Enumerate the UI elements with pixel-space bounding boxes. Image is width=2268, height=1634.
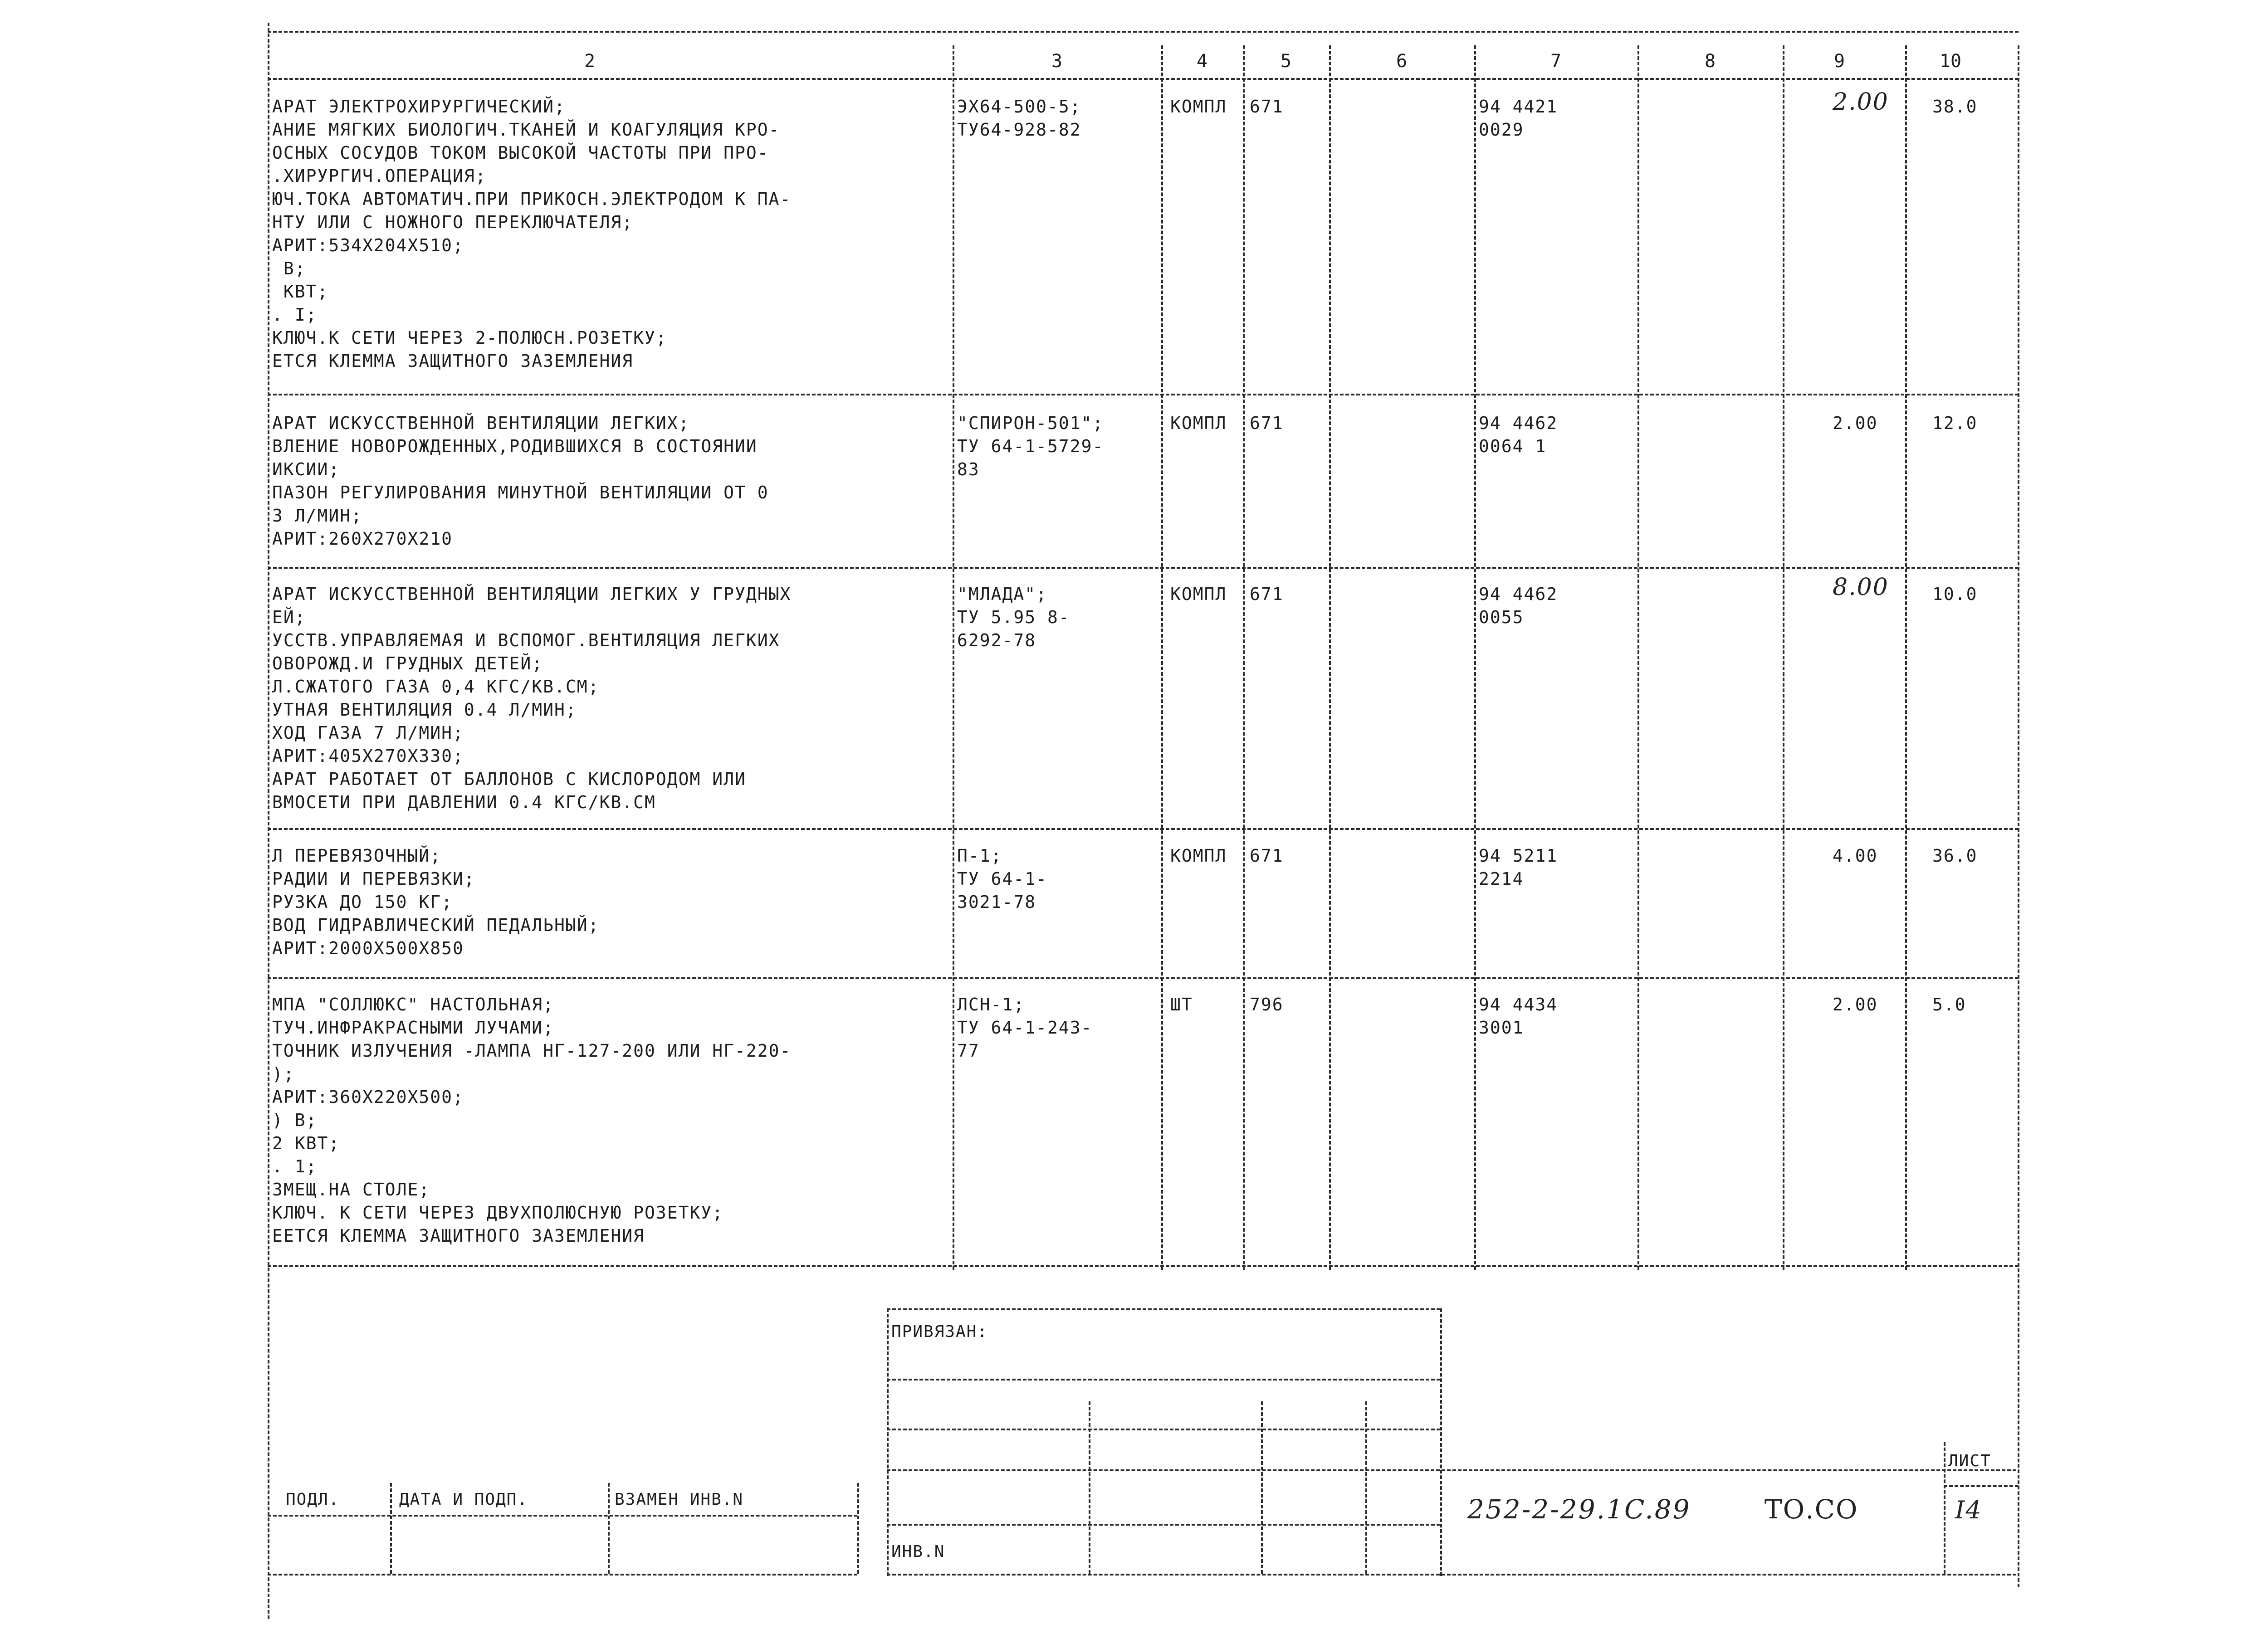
text-line: ИКСИИ; <box>272 459 340 479</box>
col-header-6: 6 <box>1396 51 1408 72</box>
row3-col10: 10.0 <box>1932 584 1978 604</box>
row2-col10: 12.0 <box>1932 413 1978 433</box>
text-line: ВОД ГИДРАВЛИЧЕСКИЙ ПЕДАЛЬНЫЙ; <box>272 915 600 935</box>
text-line: ЛСН-1; <box>957 995 1025 1015</box>
document-number: 252-2-29.1C.89 <box>1467 1494 1691 1525</box>
text-line: ЕЕТСЯ КЛЕММА ЗАЩИТНОГО ЗАЗЕМЛЕНИЯ <box>272 1226 645 1246</box>
text-line: ТУ 5.95 8- <box>957 607 1070 627</box>
text-line: ВМОСЕТИ ПРИ ДАВЛЕНИИ 0.4 КГС/КВ.СМ <box>272 792 656 812</box>
text-line: П-1; <box>957 846 1002 866</box>
header-bottom-rule <box>268 78 2019 80</box>
text-line: ТУ64-928-82 <box>957 120 1081 140</box>
text-line: ОСНЫХ СОСУДОВ ТОКОМ ВЫСОКОЙ ЧАСТОТЫ ПРИ ПРО- <box>272 143 769 163</box>
col-header-2: 2 <box>584 51 596 72</box>
row5-description <box>272 993 791 1248</box>
row1-code <box>957 95 1081 141</box>
row2-code <box>957 412 1104 481</box>
text-line: 94 4462 <box>1479 584 1558 604</box>
text-line: ТУ 64-1-5729- <box>957 436 1104 456</box>
text-line: ЕТСЯ КЛЕММА ЗАЩИТНОГО ЗАЗЕМЛЕНИЯ <box>272 351 634 371</box>
col-sep-5-6 <box>1329 45 1331 1270</box>
text-line: АРАТ ИСКУССТВЕННОЙ ВЕНТИЛЯЦИИ ЛЕГКИХ; <box>272 413 690 433</box>
text-line: 3021-78 <box>957 892 1036 912</box>
text-line: ЮЧ.ТОКА АВТОМАТИЧ.ПРИ ПРИКОСН.ЭЛЕКТРОДОМ К ПА- <box>272 189 792 209</box>
text-line: 3001 <box>1479 1018 1524 1038</box>
row1-col10: 38.0 <box>1932 97 1978 117</box>
col-header-7: 7 <box>1550 51 1562 72</box>
text-line: АРИТ:360Х220Х500; <box>272 1087 464 1107</box>
text-line: АРИТ:260Х270Х210 <box>272 529 453 549</box>
col-header-9: 9 <box>1833 51 1845 72</box>
text-line: 0055 <box>1479 607 1524 627</box>
row1-unit: КОМПЛ <box>1170 97 1227 117</box>
row4-description <box>272 844 599 960</box>
col-sep-7-8 <box>1637 45 1639 1270</box>
podl-label: ПОДЛ. <box>286 1490 340 1509</box>
text-line: 6292-78 <box>957 630 1036 650</box>
row2-col9: 2.00 <box>1833 413 1878 433</box>
row1-col5: 671 <box>1250 97 1284 117</box>
right-border <box>2018 45 2019 1587</box>
row4-col7 <box>1479 844 1558 891</box>
text-line: АРИТ:2000Х500Х850 <box>272 938 464 958</box>
text-line: УССТВ.УПРАВЛЯЕМАЯ И ВСПОМОГ.ВЕНТИЛЯЦИЯ ЛЕГКИХ <box>272 630 780 650</box>
text-line: 94 5211 <box>1479 846 1558 866</box>
text-line: "МЛАДА"; <box>957 584 1048 604</box>
row5-unit: ШТ <box>1170 995 1193 1015</box>
text-line: Л.СЖАТОГО ГАЗА 0,4 КГС/КВ.СМ; <box>272 677 600 697</box>
text-line: КВТ; <box>272 282 329 302</box>
row4-col10: 36.0 <box>1932 846 1978 866</box>
text-line: НТУ ИЛИ С НОЖНОГО ПЕРЕКЛЮЧАТЕЛЯ; <box>272 212 634 232</box>
col-sep-8-9 <box>1783 45 1784 1270</box>
text-line: АРАТ РАБОТАЕТ ОТ БАЛЛОНОВ С КИСЛОРОДОМ ИЛИ <box>272 769 746 789</box>
text-line: ТУ 64-1-243- <box>957 1018 1093 1038</box>
text-line: 94 4462 <box>1479 413 1558 433</box>
row1-bottom-rule <box>268 394 2019 395</box>
text-line: 2214 <box>1479 869 1524 889</box>
text-line: ) В; <box>272 1110 318 1130</box>
text-line: КЛЮЧ.К СЕТИ ЧЕРЕЗ 2-ПОЛЮСН.РОЗЕТКУ; <box>272 328 667 348</box>
row5-code <box>957 993 1093 1063</box>
row3-col5: 671 <box>1250 584 1284 604</box>
row4-bottom-rule <box>268 977 2019 979</box>
inv-label: ИНВ.N <box>891 1542 945 1561</box>
row5-col5: 796 <box>1250 995 1284 1015</box>
text-line: РАДИИ И ПЕРЕВЯЗКИ; <box>272 869 475 889</box>
left-margin-line <box>268 23 269 1619</box>
col-header-3: 3 <box>1051 51 1063 72</box>
row2-col5: 671 <box>1250 413 1284 433</box>
privyazan-label: ПРИВЯЗАН: <box>891 1322 988 1341</box>
text-line: АНИЕ МЯГКИХ БИОЛОГИЧ.ТКАНЕЙ И КОАГУЛЯЦИЯ КРО- <box>272 120 780 140</box>
row4-col9: 4.00 <box>1833 846 1878 866</box>
text-line: 0064 1 <box>1479 436 1547 456</box>
text-line: МПА "СОЛЛЮКС" НАСТОЛЬНАЯ; <box>272 995 554 1015</box>
text-line: АРИТ:405Х270Х330; <box>272 746 464 766</box>
text-line: 0029 <box>1479 120 1524 140</box>
text-line: . I; <box>272 305 318 325</box>
row5-col10: 5.0 <box>1932 995 1966 1015</box>
text-line: ВЛЕНИЕ НОВОРОЖДЕННЫХ,РОДИВШИХСЯ В СОСТОЯНИИ <box>272 436 758 456</box>
col-header-8: 8 <box>1704 51 1716 72</box>
row4-col5: 671 <box>1250 846 1284 866</box>
text-line: . 1; <box>272 1156 318 1176</box>
text-line: 94 4434 <box>1479 995 1558 1015</box>
row3-unit: КОМПЛ <box>1170 584 1227 604</box>
vzamen-inv-label: ВЗАМЕН ИНВ.N <box>615 1490 744 1509</box>
col-sep-9-10 <box>1905 45 1907 1270</box>
text-line: ТУЧ.ИНФРАКРАСНЫМИ ЛУЧАМИ; <box>272 1018 554 1038</box>
text-line: 2 КВТ; <box>272 1133 340 1153</box>
text-line: ЭХ64-500-5; <box>957 97 1081 117</box>
row2-col7 <box>1479 412 1558 458</box>
row5-col9: 2.00 <box>1833 995 1878 1015</box>
row1-description <box>272 95 791 373</box>
row4-unit: КОМПЛ <box>1170 846 1227 866</box>
text-line: ТУ 64-1- <box>957 869 1048 889</box>
text-line: ); <box>272 1064 295 1084</box>
text-line: ЕЙ; <box>272 607 306 627</box>
row5-bottom-rule <box>268 1265 2019 1267</box>
text-line: КЛЮЧ. К СЕТИ ЧЕРЕЗ ДВУХПОЛЮСНУЮ РОЗЕТКУ; <box>272 1203 724 1223</box>
row3-code <box>957 583 1070 652</box>
text-line: 94 4421 <box>1479 97 1558 117</box>
col-sep-4-5 <box>1243 45 1245 1270</box>
text-line: РУЗКА ДО 150 КГ; <box>272 892 453 912</box>
col-sep-3-4 <box>1161 45 1163 1270</box>
text-line: АРИТ:534Х204Х510; <box>272 235 464 255</box>
data-podp-label: ДАТА И ПОДП. <box>399 1490 528 1509</box>
col-header-10: 10 <box>1939 51 1962 72</box>
text-line: АРАТ ЭЛЕКТРОХИРУРГИЧЕСКИЙ; <box>272 97 566 117</box>
text-line: ОВОРОЖД.И ГРУДНЫХ ДЕТЕЙ; <box>272 654 543 673</box>
col-header-4: 4 <box>1196 51 1208 72</box>
text-line: ЗМЕЩ.НА СТОЛЕ; <box>272 1180 430 1200</box>
col-header-5: 5 <box>1280 51 1292 72</box>
row1-col9: 2.00 <box>1833 88 1889 116</box>
col-sep-6-7 <box>1474 45 1476 1270</box>
text-line: .ХИРУРГИЧ.ОПЕРАЦИЯ; <box>272 166 487 186</box>
text-line: 3 Л/МИН; <box>272 506 363 526</box>
row3-col7 <box>1479 583 1558 629</box>
col-sep-2-3 <box>953 45 954 1270</box>
text-line: ХОД ГАЗА 7 Л/МИН; <box>272 723 464 743</box>
text-line: АРАТ ИСКУССТВЕННОЙ ВЕНТИЛЯЦИИ ЛЕГКИХ У ГРУДНЫХ <box>272 584 792 604</box>
text-line: УТНАЯ ВЕНТИЛЯЦИЯ 0.4 Л/МИН; <box>272 700 577 720</box>
text-line: В; <box>272 259 306 278</box>
text-line: "СПИРОН-501"; <box>957 413 1104 433</box>
table-top-rule <box>268 31 2019 33</box>
row3-description <box>272 583 791 814</box>
row2-bottom-rule <box>268 567 2019 569</box>
text-line: 83 <box>957 459 980 479</box>
list-value: I4 <box>1955 1496 1982 1524</box>
row2-description <box>272 412 769 551</box>
text-line: ТОЧНИК ИЗЛУЧЕНИЯ -ЛАМПА НГ-127-200 ИЛИ НГ-220- <box>272 1041 792 1061</box>
row4-code <box>957 844 1047 914</box>
list-label: ЛИСТ <box>1948 1452 1991 1470</box>
row5-col7 <box>1479 993 1558 1039</box>
row3-bottom-rule <box>268 828 2019 830</box>
row2-unit: КОМПЛ <box>1170 413 1227 433</box>
text-line: Л ПЕРЕВЯЗОЧНЫЙ; <box>272 846 442 866</box>
row3-col9: 8.00 <box>1833 574 1889 601</box>
row1-col7 <box>1479 95 1558 141</box>
text-line: 77 <box>957 1041 980 1061</box>
document-code: ТО.СО <box>1765 1494 1858 1525</box>
text-line: ПАЗОН РЕГУЛИРОВАНИЯ МИНУТНОЙ ВЕНТИЛЯЦИИ ОТ 0 <box>272 483 769 502</box>
